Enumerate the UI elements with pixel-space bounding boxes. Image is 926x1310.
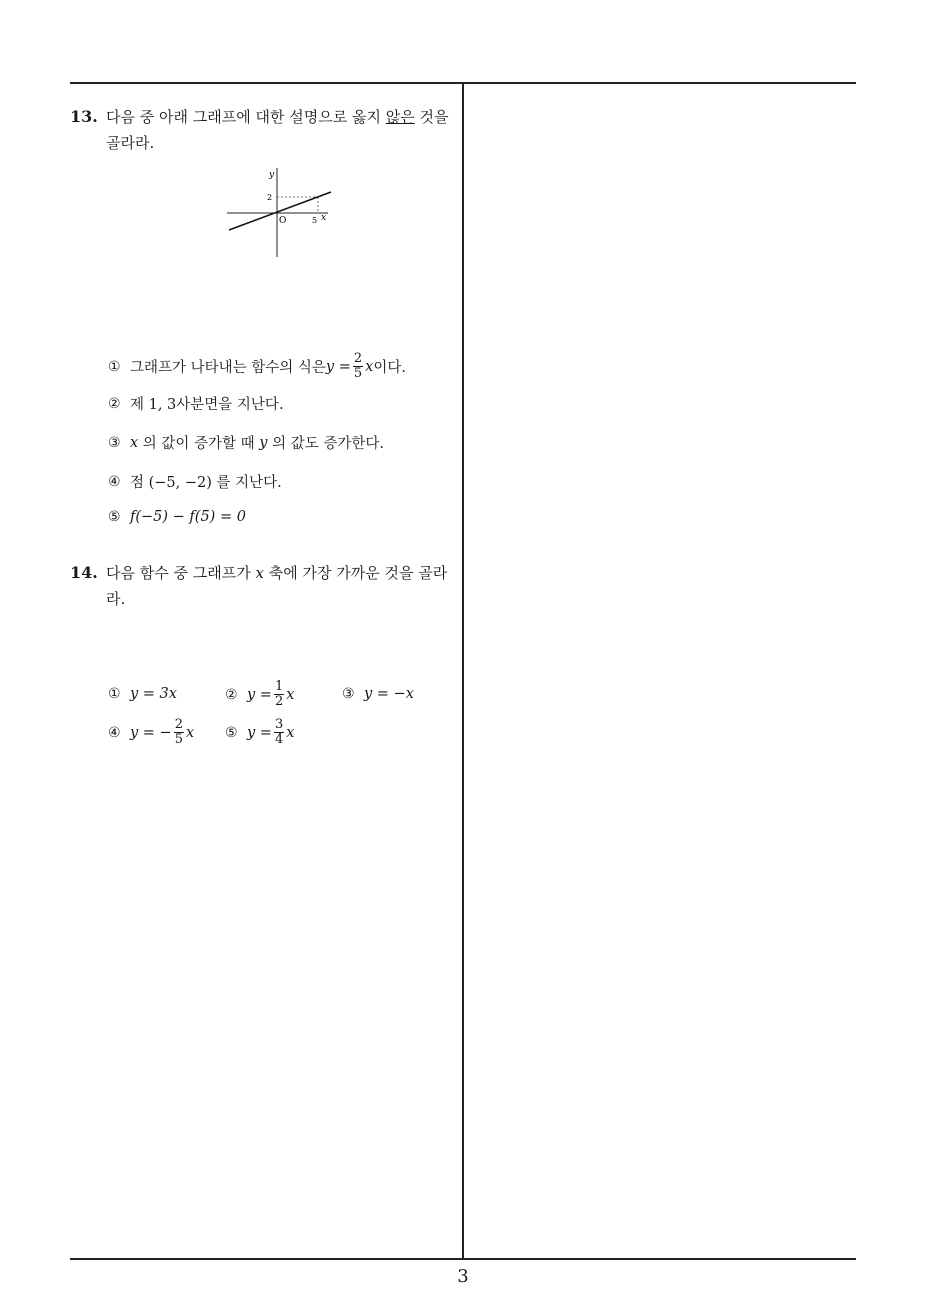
fraction: $\frac{2}{5}$: [174, 717, 183, 747]
choice-marker: ③: [108, 434, 121, 451]
choice-marker: ⑤: [225, 724, 238, 741]
column-divider: [462, 82, 464, 1259]
choice-marker: ①: [108, 686, 121, 702]
choice-marker: ④: [108, 473, 121, 490]
x-tick-label: 5: [312, 216, 318, 225]
choice-14-5[interactable]: ⑤ y = $\frac{3}{4}$ x: [225, 717, 295, 747]
origin-label: O: [279, 216, 287, 226]
choice-14-4[interactable]: ④ y = − $\frac{2}{5}$ x: [108, 717, 195, 747]
choice-14-1[interactable]: ① y = 3x: [108, 686, 177, 702]
problem-14: [70, 560, 458, 747]
choice-14-2[interactable]: ② y = $\frac{1}{2}$ x: [225, 679, 295, 709]
y-axis-label: y: [269, 170, 275, 180]
choice-marker: ④: [108, 724, 121, 741]
choice-13-5[interactable]: ⑤ f(−5) − f(5) = 0: [108, 509, 246, 525]
problem-13: [70, 104, 458, 525]
choice-marker: ③: [342, 686, 355, 702]
choice-14-3[interactable]: ③ y = −x: [342, 686, 414, 702]
question-text: 다음 함수 중 그래프가 x 축에 가장 가까운 것을 골라라.: [106, 564, 448, 608]
question-text: 다음 중 아래 그래프에 대한 설명으로 옳지 않은 것을 골라라.: [106, 108, 449, 152]
choice-marker: ⑤: [108, 509, 121, 525]
underlined-word: 않은: [385, 108, 415, 126]
choice-marker: ②: [225, 686, 238, 703]
choice-13-1[interactable]: ① 그래프가 나타내는 함수의 식은 y = $\frac{2}{5}$ x 이다.: [108, 351, 406, 381]
fraction: $\frac{3}{4}$: [274, 717, 284, 747]
choice-13-3[interactable]: ③ x 의 값이 증가할 때 y 의 값도 증가한다.: [108, 434, 384, 452]
page-number: 3: [457, 1266, 469, 1287]
fraction: $\frac{2}{5}$: [353, 351, 363, 381]
choice-13-4[interactable]: ④ 점 (−5, −2) 를 지난다.: [108, 473, 282, 491]
question-number: 13.: [70, 107, 98, 126]
choice-13-2[interactable]: ② 제 1, 3사분면을 지난다.: [108, 395, 284, 413]
choice-marker: ①: [108, 358, 121, 375]
line-graph: [225, 164, 335, 259]
x-axis-label: x: [321, 213, 327, 223]
y-tick-label: 2: [267, 193, 273, 202]
choice-marker: ②: [108, 395, 121, 412]
question-14-header: [70, 560, 458, 612]
bottom-rule: [70, 1258, 856, 1260]
question-number: 14.: [70, 563, 98, 582]
question-13-header: [70, 104, 458, 156]
fraction: $\frac{1}{2}$: [274, 679, 284, 709]
